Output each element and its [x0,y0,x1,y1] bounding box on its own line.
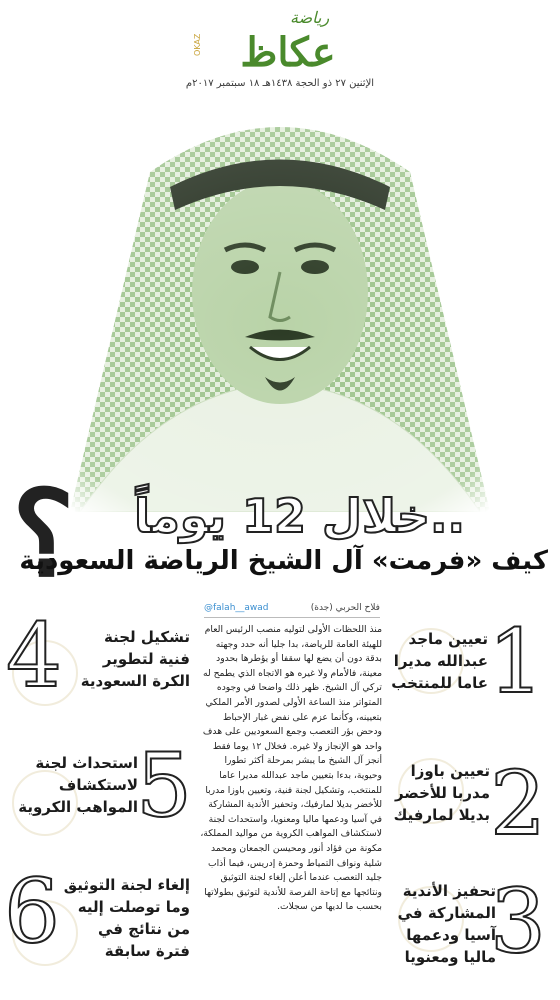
item-number: 2 [490,752,546,855]
section-label: رياضة [290,8,330,27]
item-text: تحفيز الأندية المشاركة في آسيا ودعمها ماليا ومعنويا [397,882,496,966]
byline [204,603,380,618]
portrait-image [20,92,540,512]
item-text: تعيين ماجد عبدالله مديرا عاما للمنتخب [391,630,488,692]
item-text: تعيين باوزا مدربا للأخضر بديلا لمارفيك [393,762,490,824]
twitter-handle[interactable]: @falah__awad [204,603,269,613]
headline-line-1: خلال 12 يوماً.. [134,489,465,543]
okaz-logo [190,26,370,76]
headline-line-2: كيف «فرمت» آل الشيخ الرياضة السعودية [19,546,548,576]
logo-wordmark: عكاظ [240,29,336,76]
masthead [170,8,390,98]
author-name: فلاح الحربي (جدة) [310,603,380,613]
item-number: 3 [490,870,546,973]
item-number: 4 [6,604,62,707]
question-mark-graphic: ؟ [12,464,75,603]
item-number: 6 [4,860,60,963]
item-text: إلغاء لجنة التوثيق وما توصلت إليه من نتائج في فترة سابقة [63,876,190,960]
item-number: 1 [488,610,544,713]
article-body: منذ اللحظات الأولى لتوليه منصب الرئيس العام للهيئة العامة للرياضة، بدا جليا أنه حدد وجهته بدقة دون أن يضع لها سقفا أو يؤطرها بحدود معينة، فالأمام ولا غيره هو الاتجاه الذي يطمح له تركي آل الشيخ. ظهر ذلك واضحا في وجوده المتواتر منذ الساعة الأولى لصدور الأمر الملكي بتعيينه، وكأنما عزم على نفض غبار الإحباط ودحض بؤر التعصب وجمع السعوديين على هدف واحد هو الإنجاز ولا غيره. فخلال ١٢ يوما فقط أنجز آل الشيخ ما يبشر بمرحلة أكثر تطورا وحيوية، بدءا بتعيين ماجد عبدالله مديرا عاما للمنتخب، وتشكيل لجنة فنية، وتعيين باوزا مدربا للأخضر بديلا لمارفيك، وتحفيز الأندية المشاركة في آسيا ودعمها ماليا ومعنويا، واستحداث لجنة لاستكشاف المواهب الكروية من مواليد المملكة، مكونة من فؤاد أنور ومحيسن الجمعان ومحمد شلية ونواف التمياط وحمزة إدريس، فيما أذاب جليد التعصب عندما أعلن إلغاء لجنة التوثيق ونتائجها مع إتاحة الفرصة للأندية لتوثيق بطولاتها بحسب ما لديها من سجلات. [200,624,382,913]
item-text: استحداث لجنة لاستكشاف المواهب الكروية [18,754,138,816]
issue-date: الإثنين ٢٧ ذو الحجة ١٤٣٨هـ ١٨ سبتمبر ٢٠١٧م [185,78,375,89]
item-text: تشكيل لجنة فنية لتطوير الكرة السعودية [80,628,190,690]
item-number: 5 [136,734,192,837]
logo-en: OKAZ [193,33,202,56]
